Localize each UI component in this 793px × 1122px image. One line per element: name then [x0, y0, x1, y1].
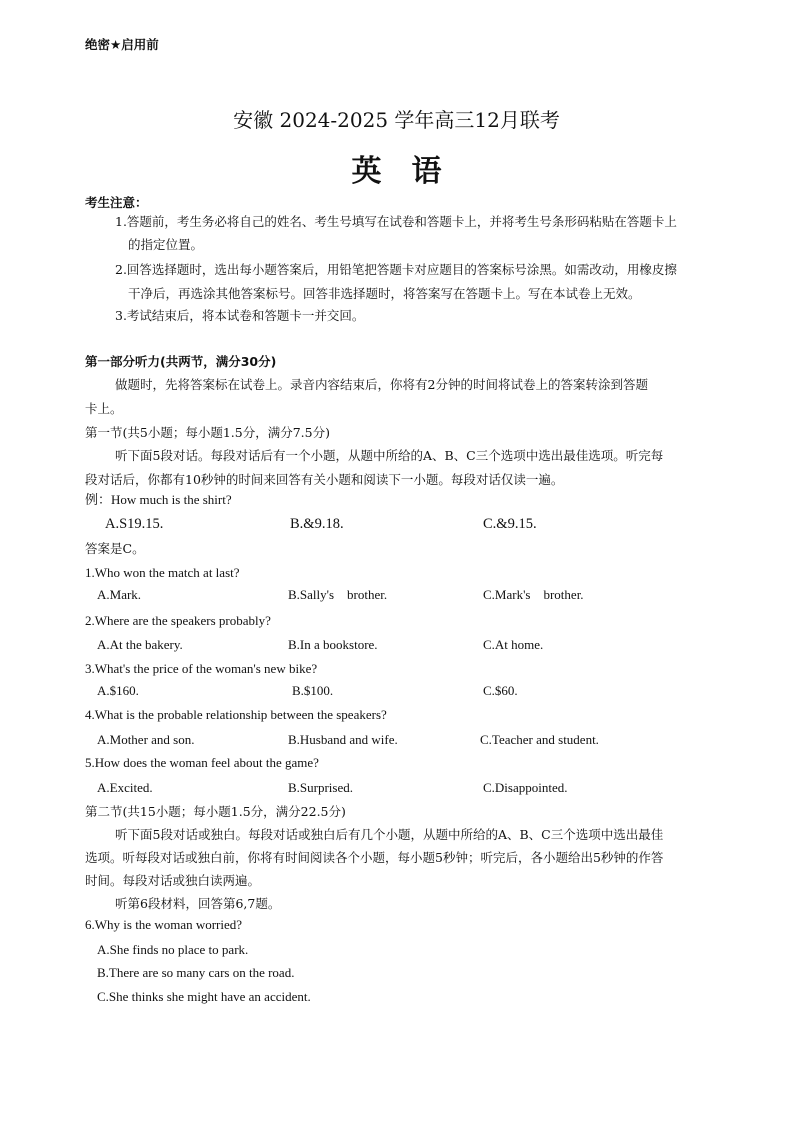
option: C.She thinks she might have an accident. — [97, 989, 311, 1004]
option: B.In a bookstore. — [288, 637, 378, 652]
notice-item: 1.答题前，考生务必将自己的姓名、考生号填写在试卷和答题卡上，并将考生号条形码粘贴在答题卡上 — [115, 214, 677, 229]
section1-heading: 第一节(共5小题；每小题1.5分，满分7.5分) — [85, 425, 330, 440]
subject-title: 英 语 — [351, 154, 442, 189]
option: B.There are so many cars on the road. — [97, 965, 295, 980]
intro-text: 卡上。 — [85, 401, 123, 416]
option: C.Mark's brother. — [483, 587, 584, 602]
option: A.She finds no place to park. — [97, 942, 249, 957]
section1-instructions: 听下面5段对话。每段对话后有一个小题，从题中所给的A、B、C三个选项中选出最佳选项。听完每 — [115, 448, 664, 463]
exam-title: 安徽 2024-2025 学年高三12月联考 — [233, 108, 560, 132]
option: A.$160. — [97, 683, 139, 698]
option: B.Sally's brother. — [288, 587, 388, 602]
option: C.At home. — [483, 637, 544, 652]
option: C.$60. — [483, 683, 518, 698]
option: B.$100. — [292, 683, 334, 698]
question: 3.What's the price of the woman's new bike? — [85, 661, 318, 676]
option: B.&9.18. — [290, 516, 344, 532]
section2-instructions: 选项。听每段对话或独白前，你将有时间阅读各个小题，每小题5秒钟；听完后，各小题给出5秒钟的作答 — [85, 850, 664, 865]
notice-item: 3.考试结束后，将本试卷和答题卡一并交回。 — [115, 308, 365, 323]
notice-item: 干净后，再选涂其他答案标号。回答非选择题时，将答案写在答题卡上。写在本试卷上无效。 — [128, 286, 641, 301]
option: B.Surprised. — [288, 780, 353, 795]
question: 5.How does the woman feel about the game? — [85, 755, 319, 770]
option: C.&9.15. — [483, 516, 537, 532]
notice-heading: 考生注意： — [85, 195, 148, 210]
confidential-mark: 绝密★启用前 — [85, 37, 159, 52]
option: C.Teacher and student. — [480, 732, 599, 747]
question: 1.Who won the match at last? — [85, 565, 240, 580]
intro-text: 做题时，先将答案标在试卷上。录音内容结束后，你将有2分钟的时间将试卷上的答案转涂到答题 — [115, 377, 648, 392]
option: A.At the bakery. — [97, 637, 183, 652]
option: B.Husband and wife. — [288, 732, 398, 747]
section2-heading: 第二节(共15小题；每小题1.5分，满分22.5分) — [85, 804, 346, 819]
section2-instructions: 听下面5段对话或独白。每段对话或独白后有几个小题，从题中所给的A、B、C三个选项中选出最佳 — [115, 827, 664, 842]
material-instruction: 听第6段材料，回答第6,7题。 — [115, 896, 281, 911]
notice-item: 2.回答选择题时，选出每小题答案后，用铅笔把答题卡对应题目的答案标号涂黑。如需改动，用橡皮擦 — [115, 262, 677, 277]
option: A.Mark. — [97, 587, 142, 602]
question: 2.Where are the speakers probably? — [85, 613, 271, 628]
notice-item: 的指定位置。 — [128, 237, 204, 252]
section1-instructions: 段对话后，你都有10秒钟的时间来回答有关小题和阅读下一小题。每段对话仅读一遍。 — [85, 472, 564, 487]
option: A.Excited. — [97, 780, 153, 795]
part1-heading: 第一部分听力(共两节，满分30分) — [85, 354, 277, 369]
question: 4.What is the probable relationship between the speakers? — [85, 707, 387, 722]
option: A.Mother and son. — [97, 732, 195, 747]
example-answer: 答案是C。 — [85, 541, 145, 556]
example-question: 例：How much is the shirt? — [85, 492, 232, 507]
option: C.Disappointed. — [483, 780, 568, 795]
section2-instructions: 时间。每段对话或独白读两遍。 — [85, 873, 261, 888]
question: 6.Why is the woman worried? — [85, 917, 243, 932]
option: A.S19.15. — [105, 516, 164, 532]
